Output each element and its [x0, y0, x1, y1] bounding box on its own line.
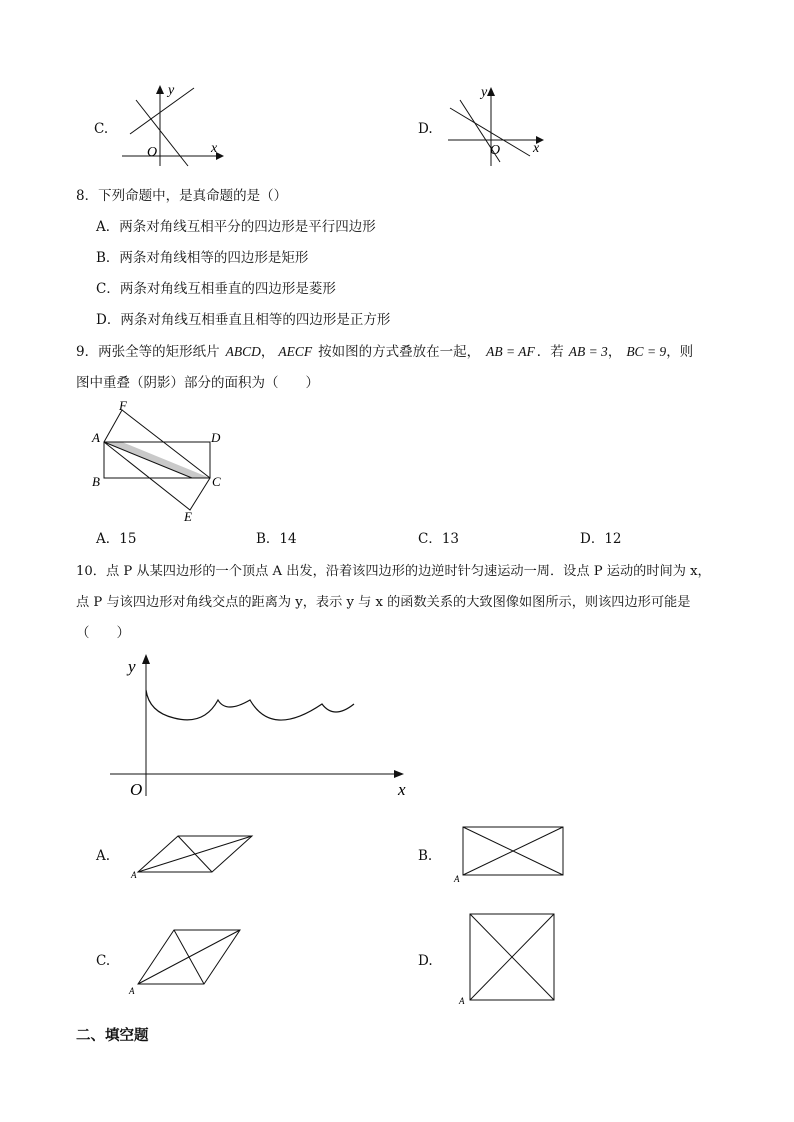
q10-stem-line2: 点 P 与该四边形对角线交点的距离为 y，表示 y 与 x 的函数关系的大致图像如图所示，则该四边形可能是 [76, 595, 691, 610]
q7c-y-label: y [168, 83, 175, 98]
q7c-origin-label: O [147, 145, 158, 160]
q8-stem: 8．下列命题中，是真命题的是（） [76, 188, 288, 204]
q7-option-c-label: C. [94, 121, 109, 137]
section-heading-fill-blank: 二、填空题 [76, 1028, 149, 1044]
q10-option-a-label: A. [96, 848, 111, 864]
q8-option-b: B．两条对角线相等的四边形是矩形 [96, 250, 309, 266]
q9-figure [88, 396, 238, 526]
q10-origin-label: O [130, 780, 143, 799]
q10-option-c-label: C. [96, 953, 111, 969]
q10b-vertex-label: A [454, 874, 460, 884]
q9-stem-line2: 图中重叠（阴影）部分的面积为（ ） [76, 375, 319, 391]
q9-option-b: B．14 [256, 531, 297, 547]
q8-option-a: A．两条对角线互相平分的四边形是平行四边形 [96, 219, 376, 235]
q10-function-graph [104, 650, 416, 800]
q9-cond1: AB = AF [486, 344, 535, 359]
q9-label-c: C [212, 474, 221, 489]
q10d-vertex-label: A [459, 996, 465, 1006]
q9-sep2: ， [607, 344, 622, 360]
q9-label-e: E [184, 509, 192, 524]
q10c-vertex-label: A [129, 986, 135, 996]
q7c-x-label: x [211, 141, 218, 156]
q9-cond3: BC = 9 [626, 344, 667, 359]
q9-label-f: F [119, 398, 127, 413]
q8-option-d: D．两条对角线互相垂直且相等的四边形是正方形 [96, 312, 391, 328]
q10-option-b-label: B. [418, 848, 433, 864]
q10-option-d-label: D. [418, 953, 433, 969]
q7-option-d-label: D. [418, 121, 433, 137]
q9-sep: ， [260, 344, 275, 360]
q9-option-a: A．15 [96, 531, 137, 547]
q9-stem-d: ，则 [666, 344, 694, 360]
q9-label-b: B [92, 474, 100, 489]
q10-y-label: y [128, 657, 136, 676]
q10-option-b-figure [450, 822, 570, 884]
q10-x-label: x [398, 780, 406, 799]
q9-stem-a: 9．两张全等的矩形纸片 [76, 344, 220, 360]
q7d-origin-label: O [490, 143, 501, 158]
q9-cond2: AB = 3 [568, 344, 608, 359]
q8-option-c: C．两条对角线互相垂直的四边形是菱形 [96, 281, 336, 297]
q7d-y-label: y [481, 85, 488, 100]
q9-rect1: ABCD [225, 344, 261, 359]
q10-option-d-figure [456, 908, 562, 1008]
q10a-vertex-label: A [131, 870, 137, 880]
q7-option-d-graph [444, 80, 554, 168]
q9-stem-c: ．若 [536, 344, 564, 360]
q9-option-d: D．12 [580, 531, 622, 547]
q9-stem-line1 [76, 343, 693, 361]
q10-option-a-figure [128, 830, 258, 880]
q9-stem-b: 按如图的方式叠放在一起， [318, 344, 481, 360]
q9-rect2: AECF [278, 344, 313, 359]
q7d-x-label: x [533, 141, 540, 156]
q9-option-c: C．13 [418, 531, 460, 547]
q10-stem-line1: 10．点 P 从某四边形的一个顶点 A 出发，沿着该四边形的边逆时针匀速运动一周．设点 P 运动的时间为 x， [76, 564, 711, 579]
q10-option-c-figure [126, 924, 246, 996]
q9-label-d: D [211, 430, 221, 445]
q9-label-a: A [92, 430, 100, 445]
q7-option-c-graph [118, 80, 228, 168]
q10-stem-line3: （ ） [76, 625, 130, 641]
